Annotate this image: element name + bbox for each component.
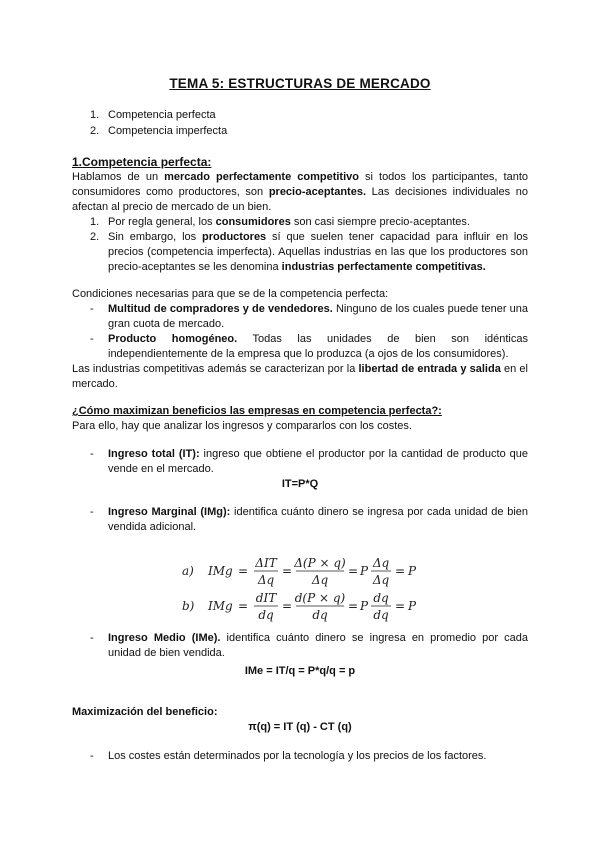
price-symbol: P <box>408 564 417 578</box>
fraction-numerator: Δq <box>372 556 390 570</box>
toc-number: 1. <box>90 109 100 121</box>
bullet-item: - Multitud de compradores y de vendedores. Ninguno de los cuales puede tener una gran cuota de mercado. <box>90 303 528 330</box>
table-of-contents <box>90 108 227 140</box>
equals-sign: = <box>282 564 293 578</box>
price-symbol: P <box>360 564 369 578</box>
price-symbol: P <box>408 599 417 613</box>
formula-ime: IMe = IT/q = P*q/q = p <box>244 665 356 677</box>
fraction-numerator: d(P × q) <box>294 591 346 605</box>
section-competencia-perfecta <box>72 155 528 275</box>
section-maximizar-beneficios <box>72 404 528 434</box>
formula-label-b: b) <box>182 599 195 613</box>
fraction-denominator: Δq <box>257 573 275 587</box>
formula-it: IT=P*Q <box>281 478 319 490</box>
toc-label: Competencia perfecta <box>108 109 216 121</box>
section-heading: 1.Competencia perfecta: <box>72 155 212 169</box>
ingreso-marginal-block <box>72 505 528 535</box>
fraction-denominator: dq <box>312 608 328 622</box>
formula-lhs: IMg <box>208 564 233 578</box>
fraction-denominator: dq <box>373 608 389 622</box>
equals-sign: = <box>348 564 359 578</box>
formula-lhs: IMg <box>208 599 233 613</box>
fraction-numerator: Δ(P × q) <box>294 556 346 570</box>
equals-sign: = <box>238 599 249 613</box>
bullet-item: - Ingreso total (IT): ingreso que obtiene el productor por la cantidad de producto que vende en el mercado. <box>90 448 528 475</box>
fraction-denominator: Δq <box>311 573 329 587</box>
formula-label-a: a) <box>182 564 194 578</box>
price-symbol: P <box>360 599 369 613</box>
equals-sign: = <box>395 564 406 578</box>
section-heading: Maximización del beneficio: <box>72 706 218 718</box>
equals-sign: = <box>238 564 249 578</box>
conditions-intro: Condiciones necesarias para que se de la competencia perfecta: <box>72 288 389 300</box>
toc-number: 2. <box>90 125 100 137</box>
fraction-denominator: dq <box>258 608 274 622</box>
page-title: TEMA 5: ESTRUCTURAS DE MERCADO <box>169 76 431 91</box>
toc-label: Competencia imperfecta <box>108 125 228 137</box>
formula-beneficio: π(q) = IT (q) - CT (q) <box>248 721 352 733</box>
bullet-item: - Los costes están determinados por la tecnología y los precios de los factores. <box>90 750 487 762</box>
conditions-block <box>72 287 528 392</box>
marginal-revenue-formula <box>180 554 440 622</box>
toc-item <box>90 108 227 123</box>
bullet-item: - Ingreso Marginal (IMg): identifica cuánto dinero se ingresa por cada unidad de bien vendida adicional. <box>90 506 529 533</box>
fraction-numerator: dIT <box>255 591 277 605</box>
ingreso-total-block <box>72 447 528 492</box>
closing-paragraph: Las industrias competitivas además se caracterizan por la libertad de entrada y salida en el mercado. <box>72 363 528 390</box>
toc-item <box>90 124 227 139</box>
section-maximizacion-beneficio <box>72 705 528 764</box>
numbered-item: 1. Por regla general, los consumidores son casi siempre precio-aceptantes. <box>90 216 470 228</box>
bullet-item: - Ingreso Medio (IMe). identifica cuánto dinero se ingresa en promedio por cada unidad de bien vendida. <box>90 632 528 659</box>
numbered-item: 2. Sin embargo, los productores sí que suelen tener capacidad para influir en los precios (competencia imperfecta). Aquellas industrias en las que los productores son precio-aceptantes se les denomina industrias perfectamente competitivas. <box>90 231 528 273</box>
section-heading: ¿Cómo maximizan beneficios las empresas en competencia perfecta?: <box>72 405 442 417</box>
fraction-numerator: dq <box>373 591 389 605</box>
bullet-item: - Producto homogéneo. Todas las unidades de bien son idénticas independientemente de la empresa que lo produzca (a ojos de los consumidores). <box>90 333 528 360</box>
equals-sign: = <box>395 599 406 613</box>
fraction-numerator: ΔIT <box>255 556 277 570</box>
ingreso-medio-block <box>72 631 528 679</box>
equals-sign: = <box>282 599 293 613</box>
equals-sign: = <box>348 599 359 613</box>
section-intro: Para ello, hay que analizar los ingresos y compararlos con los costes. <box>72 420 412 432</box>
fraction-denominator: Δq <box>372 573 390 587</box>
intro-paragraph: Hablamos de un mercado perfectamente competitivo si todos los participantes, tanto consumidores como productores, son precio-aceptantes. Las decisiones individuales no afectan al precio de mercado de un bien. <box>72 171 528 213</box>
